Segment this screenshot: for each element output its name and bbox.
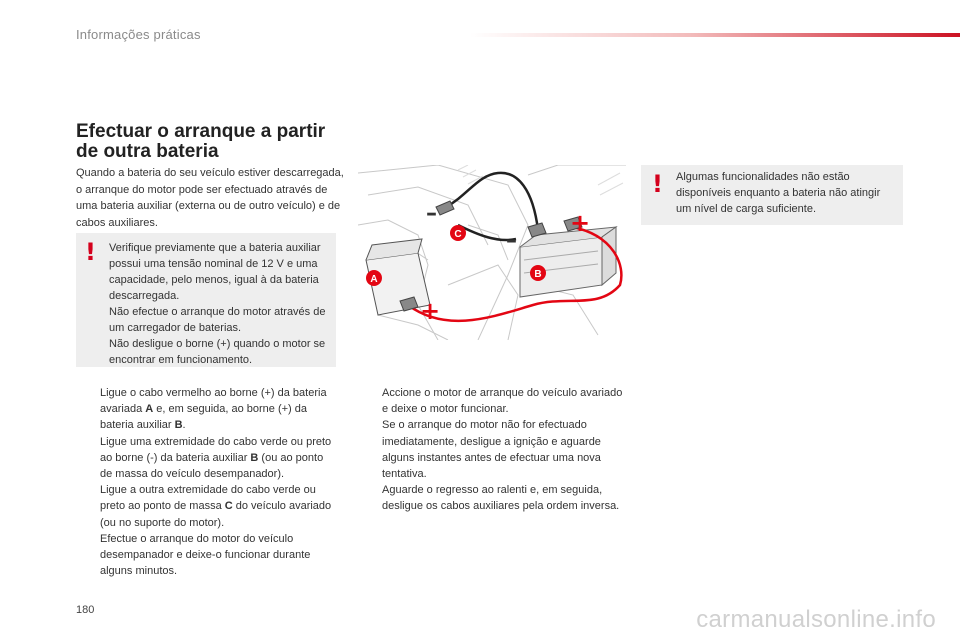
warning-line-3: Não desligue o borne (+) quando o motor se encontrar em funcionamento. xyxy=(109,338,326,366)
ref-b: B xyxy=(250,451,259,464)
section-title: Informações práticas xyxy=(76,27,201,42)
steps-list-left xyxy=(76,385,338,579)
step-text: Efectue o arranque do motor do veículo desempanador e deixe-o funcionar durante alguns minutos. xyxy=(100,532,311,578)
warning-line-2: Não efectue o arranque do motor através de um carregador de baterias. xyxy=(109,306,326,334)
list-item xyxy=(76,385,338,434)
step-text: . xyxy=(182,419,186,432)
list-item xyxy=(76,531,338,580)
minus-sign-battery: – xyxy=(506,228,517,253)
step-text: e, em seguida, ao borne (+) da bateria auxiliar xyxy=(100,403,308,432)
exclamation-icon: ! xyxy=(85,238,96,266)
steps-list-right xyxy=(358,385,623,515)
watermark: carmanualsonline.info xyxy=(696,606,936,633)
page-title-line-1: Efectuar o arranque a partir xyxy=(76,121,326,142)
page-title-line-2: de outra bateria xyxy=(76,141,219,162)
list-item xyxy=(76,434,338,483)
warning-box-voltage xyxy=(76,233,336,367)
step-text: Accione o motor de arranque do veículo avariado e deixe o motor funcionar. xyxy=(382,387,623,416)
plus-sign-clamp: + xyxy=(420,297,441,325)
warning-box-functions xyxy=(641,165,903,225)
svg-text:B: B xyxy=(534,269,542,280)
diagram-illustration xyxy=(358,165,626,340)
warning-text: Algumas funcionalidades não estão disponíveis enquanto a bateria não atingir um nível de carga suficiente. xyxy=(676,171,881,215)
svg-text:C: C xyxy=(454,229,462,240)
step-text: Ligue o cabo vermelho ao borne (+) da bateria avariada xyxy=(100,387,327,416)
intro-paragraph: Quando a bateria do seu veículo estiver descarregada, o arranque do motor pode ser efectuado através de uma bateria auxiliar (externa ou de outro veículo) e de cabos auxiliares. xyxy=(76,167,344,229)
list-item xyxy=(358,482,623,514)
warning-text xyxy=(109,240,331,368)
svg-text:A: A xyxy=(370,274,378,285)
jump-start-diagram xyxy=(358,165,626,340)
ref-b: B xyxy=(174,419,183,432)
step-text: do veículo avariado (ou no suporte do motor). xyxy=(100,500,332,529)
list-item xyxy=(76,482,338,531)
minus-sign-clamp: – xyxy=(426,201,437,226)
page-number: 180 xyxy=(76,604,95,616)
ref-c: C xyxy=(224,500,233,513)
step-text: (ou ao ponto de massa do veículo desempanador). xyxy=(100,451,324,481)
header-accent-bar xyxy=(470,33,960,37)
step-text: Ligue uma extremidade do cabo verde ou preto ao borne (-) da bateria auxiliar xyxy=(100,435,332,464)
page-title xyxy=(76,122,356,162)
list-item xyxy=(358,385,623,482)
label-c-marker xyxy=(450,225,466,241)
warning-line-1: Verifique previamente que a bateria auxiliar possui uma tensão nominal de 12 V e uma capacidade, pelo menos, igual à da bateria descarregada. xyxy=(109,242,321,302)
label-a-marker xyxy=(366,270,382,286)
label-b-marker xyxy=(530,265,546,281)
plus-sign-battery: + xyxy=(570,209,591,237)
ref-a: A xyxy=(145,403,154,416)
black-cable xyxy=(446,173,538,230)
step-text: Ligue a outra extremidade do cabo verde ou preto ao ponto de massa xyxy=(100,484,316,513)
exclamation-icon: ! xyxy=(652,170,663,198)
step-text: Se o arranque do motor não for efectuado imediatamente, desligue a ignição e aguarde alguns instantes antes de efectuar uma nova tentativa. xyxy=(382,419,601,481)
auxiliary-battery-b xyxy=(520,227,616,297)
step-text: Aguarde o regresso ao ralenti e, em seguida, desligue os cabos auxiliares pela ordem inversa. xyxy=(382,484,620,513)
